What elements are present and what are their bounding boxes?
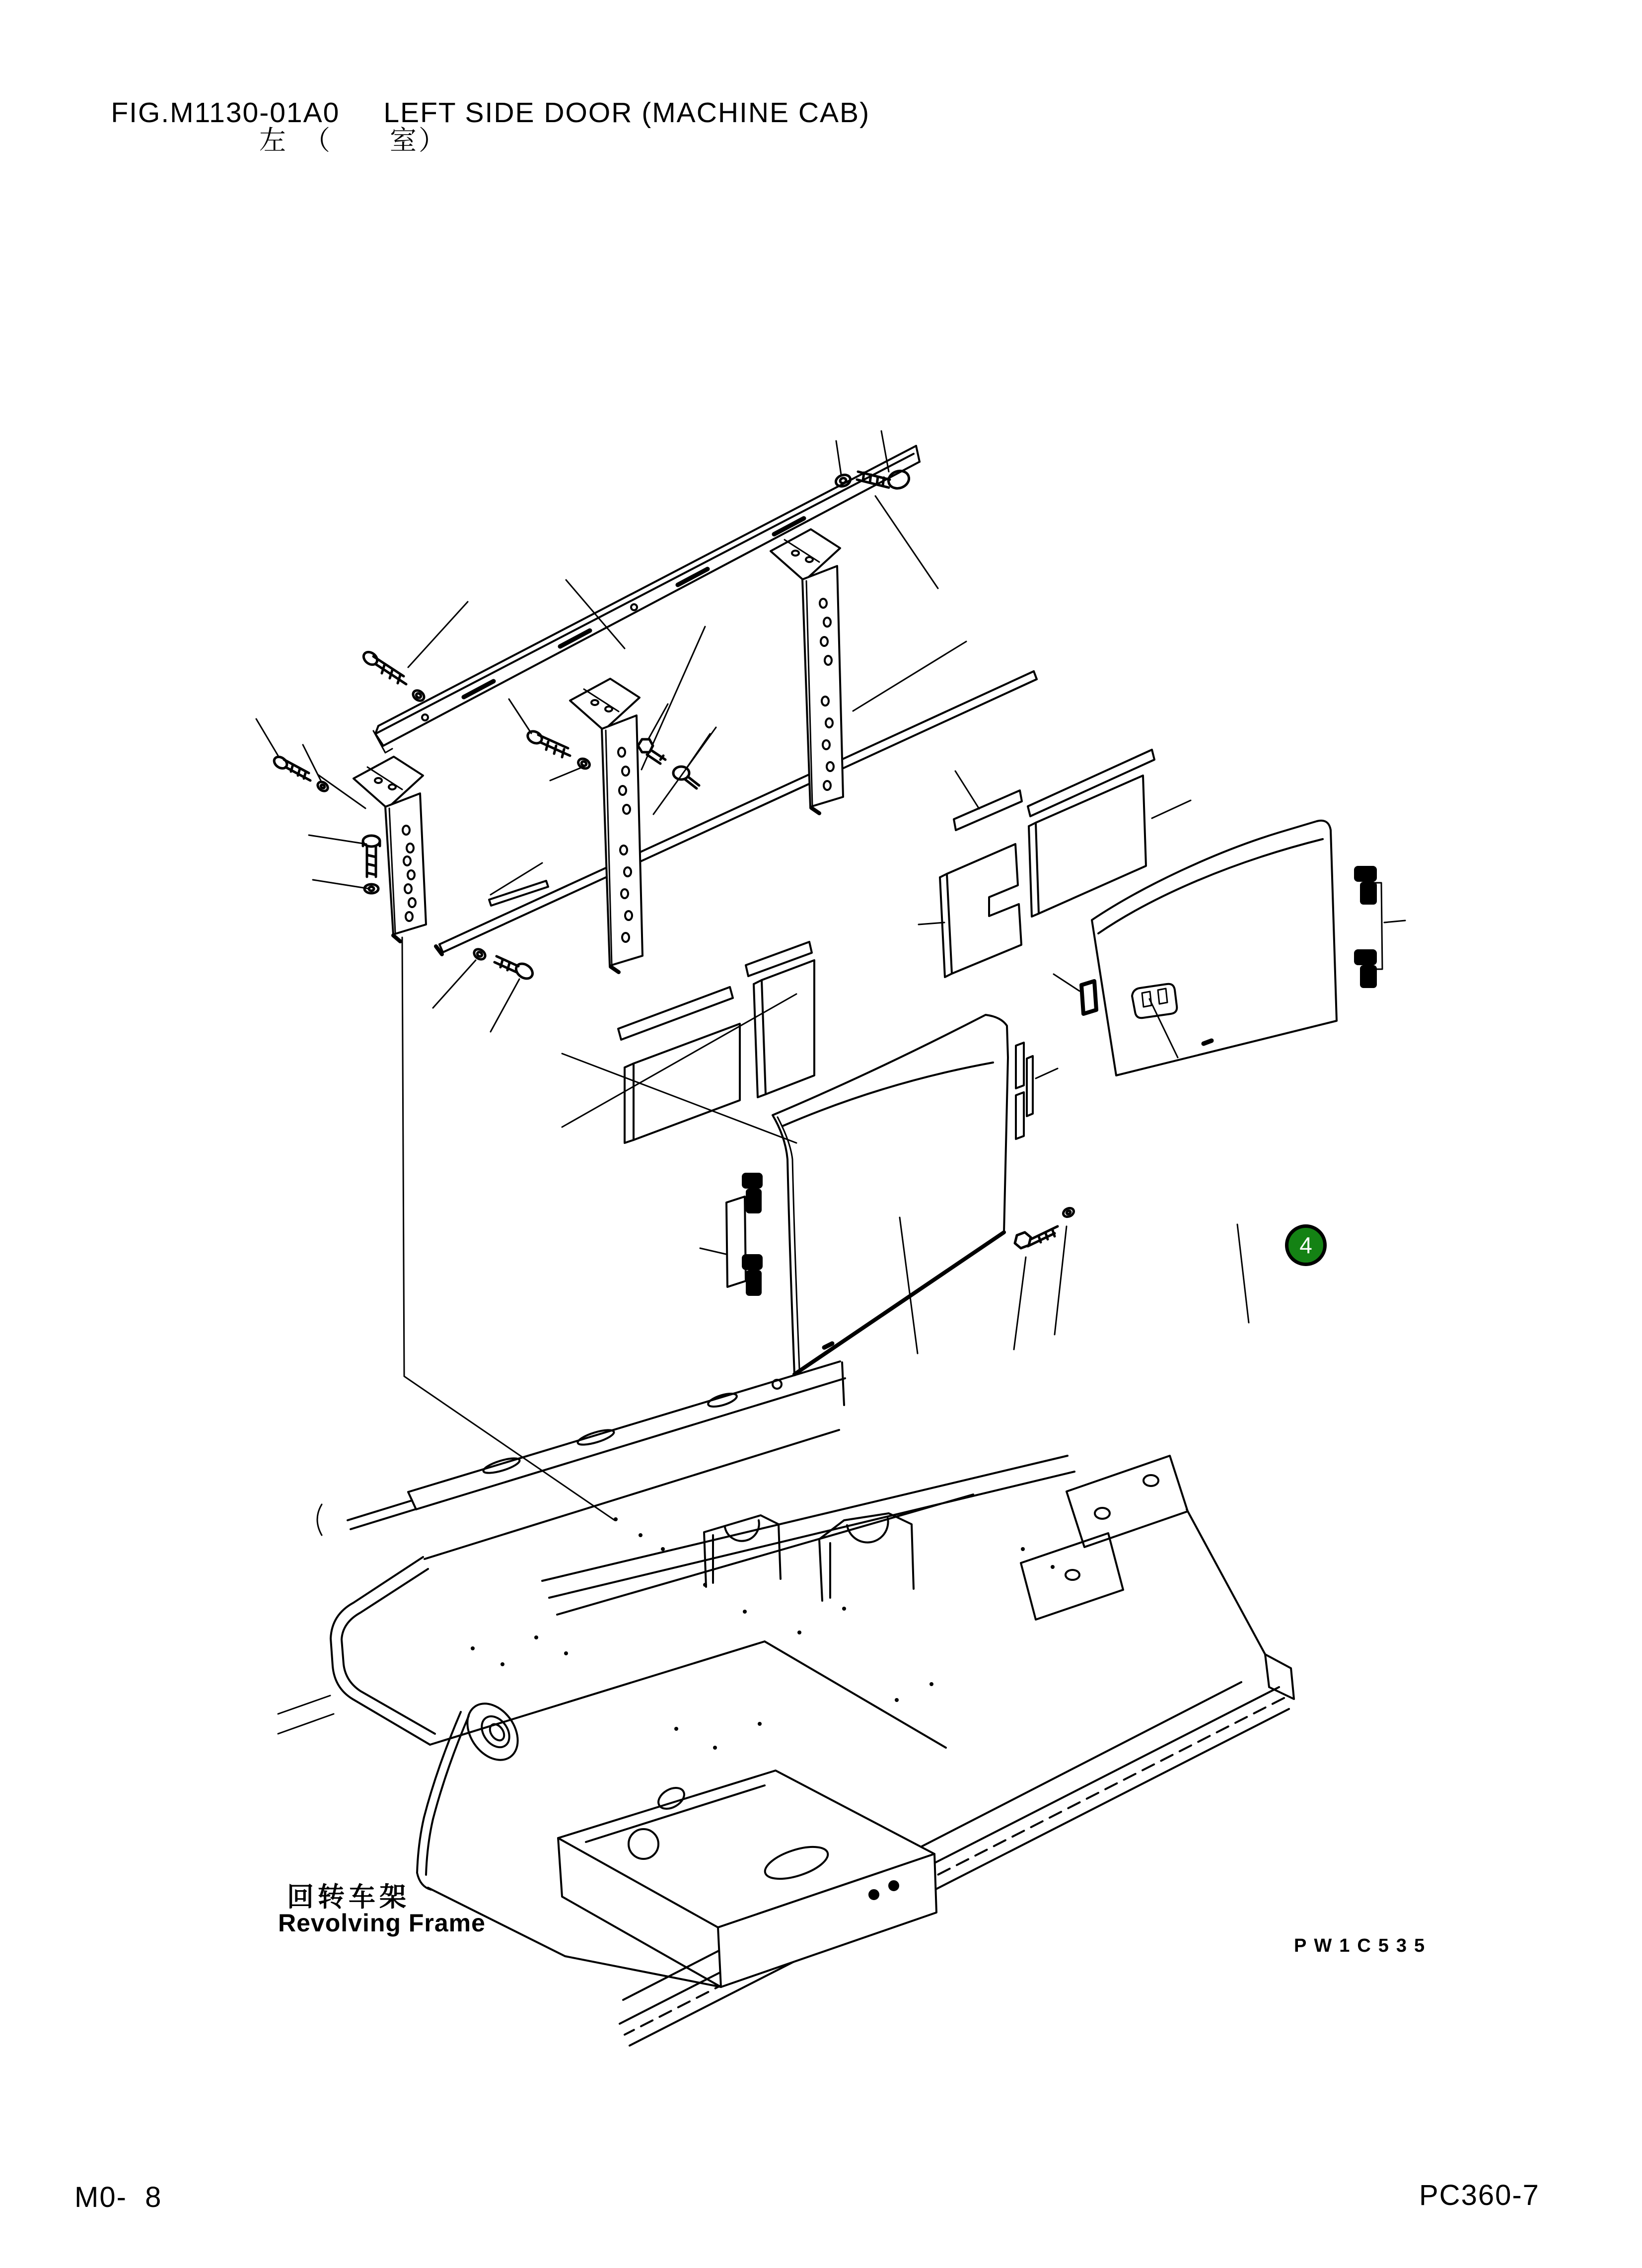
figure-code: FIG.M1130-01A0 xyxy=(111,97,340,129)
revolving-frame-label-en: Revolving Frame xyxy=(278,1909,486,1937)
lower-sill-strip xyxy=(436,671,1037,954)
page-number: M0- 8 xyxy=(74,2181,162,2213)
spot-weld-dots xyxy=(471,1517,1055,1750)
revolving-frame xyxy=(278,1361,1294,2046)
model-code: PC360-7 xyxy=(1419,2179,1540,2211)
figure-title-cn: 左 （ 室） xyxy=(259,126,447,155)
drawing-code: PW1C535 xyxy=(1294,1935,1432,1956)
door-pillar-middle xyxy=(570,679,643,972)
door-hinges-rear xyxy=(1355,867,1382,987)
door-hinges-front xyxy=(726,1174,762,1295)
part-callout-icon[interactable]: 4 xyxy=(1285,1224,1327,1266)
revolving-frame-label-cn: 回转车架 xyxy=(287,1882,410,1912)
figure-title xyxy=(75,64,870,162)
door-pillar-left xyxy=(354,757,426,941)
door-pillar-right xyxy=(771,529,843,813)
figure-title-en: LEFT SIDE DOOR (MACHINE CAB) xyxy=(383,97,870,129)
